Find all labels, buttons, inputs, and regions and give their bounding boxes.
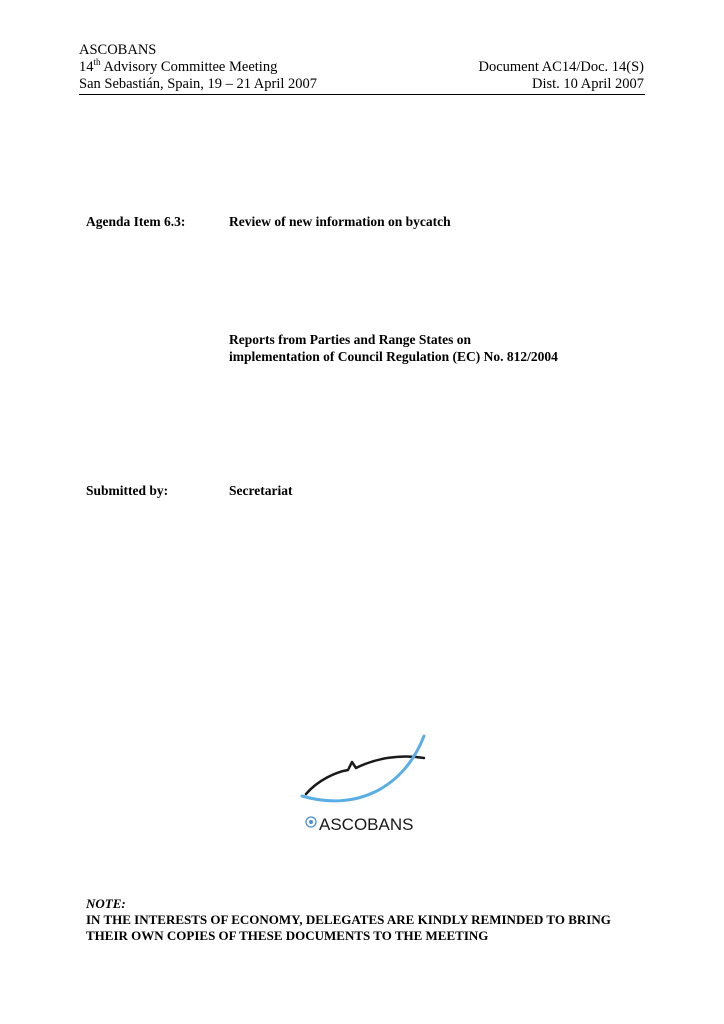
blue-arc [302, 736, 424, 801]
agenda-label: Agenda Item 6.3: [86, 214, 186, 229]
note-line-1: IN THE INTERESTS OF ECONOMY, DELEGATES ARE KINDLY REMINDED TO BRING [86, 912, 611, 927]
logo-text: ASCOBANS [319, 815, 414, 834]
title-line-1: Reports from Parties and Range States on [229, 332, 471, 347]
agenda-value: Review of new information on bycatch [229, 214, 451, 229]
ascobans-logo [296, 728, 436, 838]
header-org: ASCOBANS [79, 42, 157, 58]
header-rule [79, 94, 645, 95]
submitted-value: Secretariat [229, 483, 293, 498]
dolphin-shape [306, 756, 424, 794]
un-emblem-icon [306, 817, 316, 827]
submitted-label: Submitted by: [86, 483, 169, 498]
document-title [229, 331, 558, 365]
header-left [79, 42, 317, 93]
note-block [86, 896, 611, 944]
note-line-2: THEIR OWN COPIES OF THESE DOCUMENTS TO THE MEETING [86, 928, 489, 943]
header-document: Document AC14/Doc. 14(S) [478, 59, 644, 75]
header-dist: Dist. 10 April 2007 [532, 76, 644, 92]
header-location: San Sebastián, Spain, 19 – 21 April 2007 [79, 76, 318, 92]
header-meeting: 14th Advisory Committee Meeting [79, 57, 278, 75]
note-title: NOTE: [86, 896, 126, 911]
header-right [478, 59, 644, 93]
title-line-2: implementation of Council Regulation (EC) No. 812/2004 [229, 349, 558, 364]
